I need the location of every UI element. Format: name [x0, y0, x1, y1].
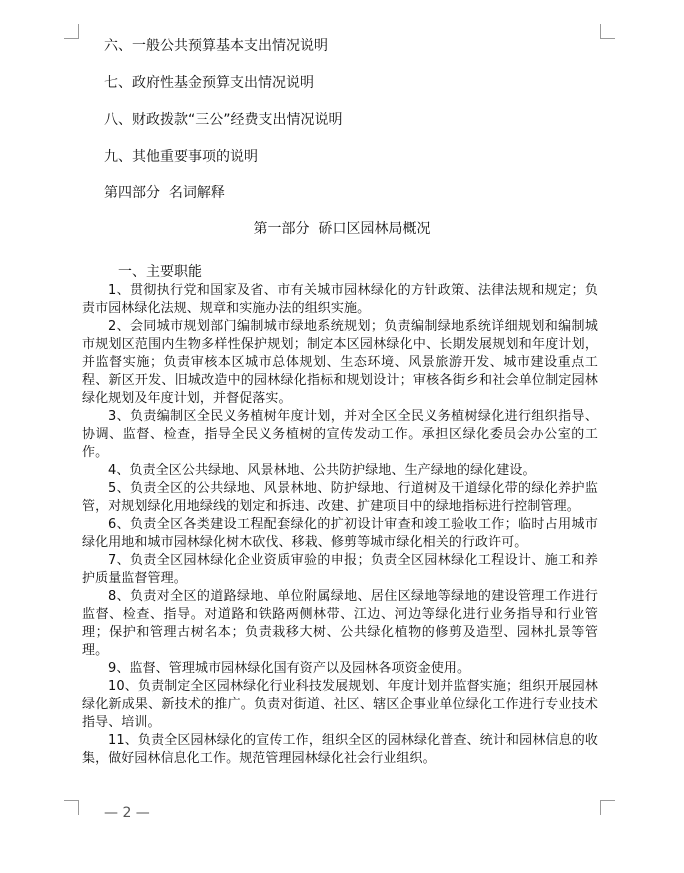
page-number: — 2 —	[104, 805, 150, 821]
paragraph-4: 4、负责全区公共绿地、风景林地、公共防护绿地、生产绿地的绿化建设。	[108, 463, 536, 478]
section-heading: 第一部分 硚口区园林局概况	[253, 221, 431, 237]
main-functions	[82, 262, 598, 768]
crop-mark-bottom-right	[600, 800, 615, 815]
paragraph-2: 2、会同城市规划部门编制城市绿地系统规划；负责编制绿地系统详细规划和编制城市规划区范围内生物多样性保护规划；制定本区园林绿化中、长期发展规划和年度计划，并监督实施；负责审核本区城市总体规划、生态环境、风景旅游开发、城市建设重点工程、新区开发、旧城改造中的园林绿化指标和规划设计；审核各街乡和社会单位制定园林绿化规划及年度计划，并督促落实。	[82, 319, 598, 406]
paragraph-3: 3、负责编制区全民义务植树年度计划，并对全区全民义务植树绿化进行组织指导、协调、监督、检查，指导全民义务植树的宣传发动工作。承担区绿化委员会办公室的工作。	[82, 409, 598, 460]
crop-mark-bottom-left	[64, 800, 79, 815]
paragraph-10: 10、负责制定全区园林绿化行业科技发展规划、年度计划并监督实施；组织开展园林绿化新成果、新技术的推广。负责对街道、社区、辖区企事业单位绿化工作进行专业技术指导、培训。	[82, 679, 598, 730]
toc-item-seven: 七、政府性基金预算支出情况说明	[104, 75, 314, 91]
paragraph-6: 6、负责全区各类建设工程配套绿化的扩初设计审查和竣工验收工作；临时占用城市绿化用地和城市园林绿化树木砍伐、移栽、修剪等城市绿化相关的行政许可。	[82, 517, 598, 550]
section-title: 一、主要职能	[118, 264, 202, 280]
toc-part-four: 第四部分 名词解释	[104, 185, 225, 201]
paragraph-8: 8、负责对全区的道路绿地、单位附属绿地、居住区绿地等绿地的建设管理工作进行监督、检查、指导。对道路和铁路两侧林带、江边、河边等绿化进行业务指导和行业管理；保护和管理古树名本；负责栽移大树、公共绿化植物的修剪及造型、园林扎景等管理。	[82, 589, 598, 658]
paragraph-5: 5、负责全区的公共绿地、风景林地、防护绿地、行道树及干道绿化带的绿化养护监管，对规划绿化用地绿线的划定和拆违、改建、扩建项目中的绿地指标进行控制管理。	[82, 481, 598, 514]
paragraph-9: 9、监督、管理城市园林绿化国有资产以及园林各项资金使用。	[108, 661, 471, 676]
toc-item-eight: 八、财政拨款“三公”经费支出情况说明	[104, 112, 343, 128]
toc-item-six: 六、一般公共预算基本支出情况说明	[104, 38, 328, 54]
paragraph-11: 11、负责全区园林绿化的宣传工作，组织全区的园林绿化普查、统计和园林信息的收集，做好园林信息化工作。规范管理园林绿化社会行业组织。	[82, 733, 598, 766]
crop-mark-top-right	[600, 24, 615, 39]
toc-item-nine: 九、其他重要事项的说明	[104, 149, 258, 165]
paragraph-7: 7、负责全区园林绿化企业资质审验的申报；负责全区园林绿化工程设计、施工和养护质量监督管理。	[82, 553, 598, 586]
crop-mark-top-left	[64, 24, 79, 39]
paragraph-1: 1、贯彻执行党和国家及省、市有关城市园林绿化的方针政策、法律法规和规定；负责市园林绿化法规、规章和实施办法的组织实施。	[82, 283, 598, 316]
